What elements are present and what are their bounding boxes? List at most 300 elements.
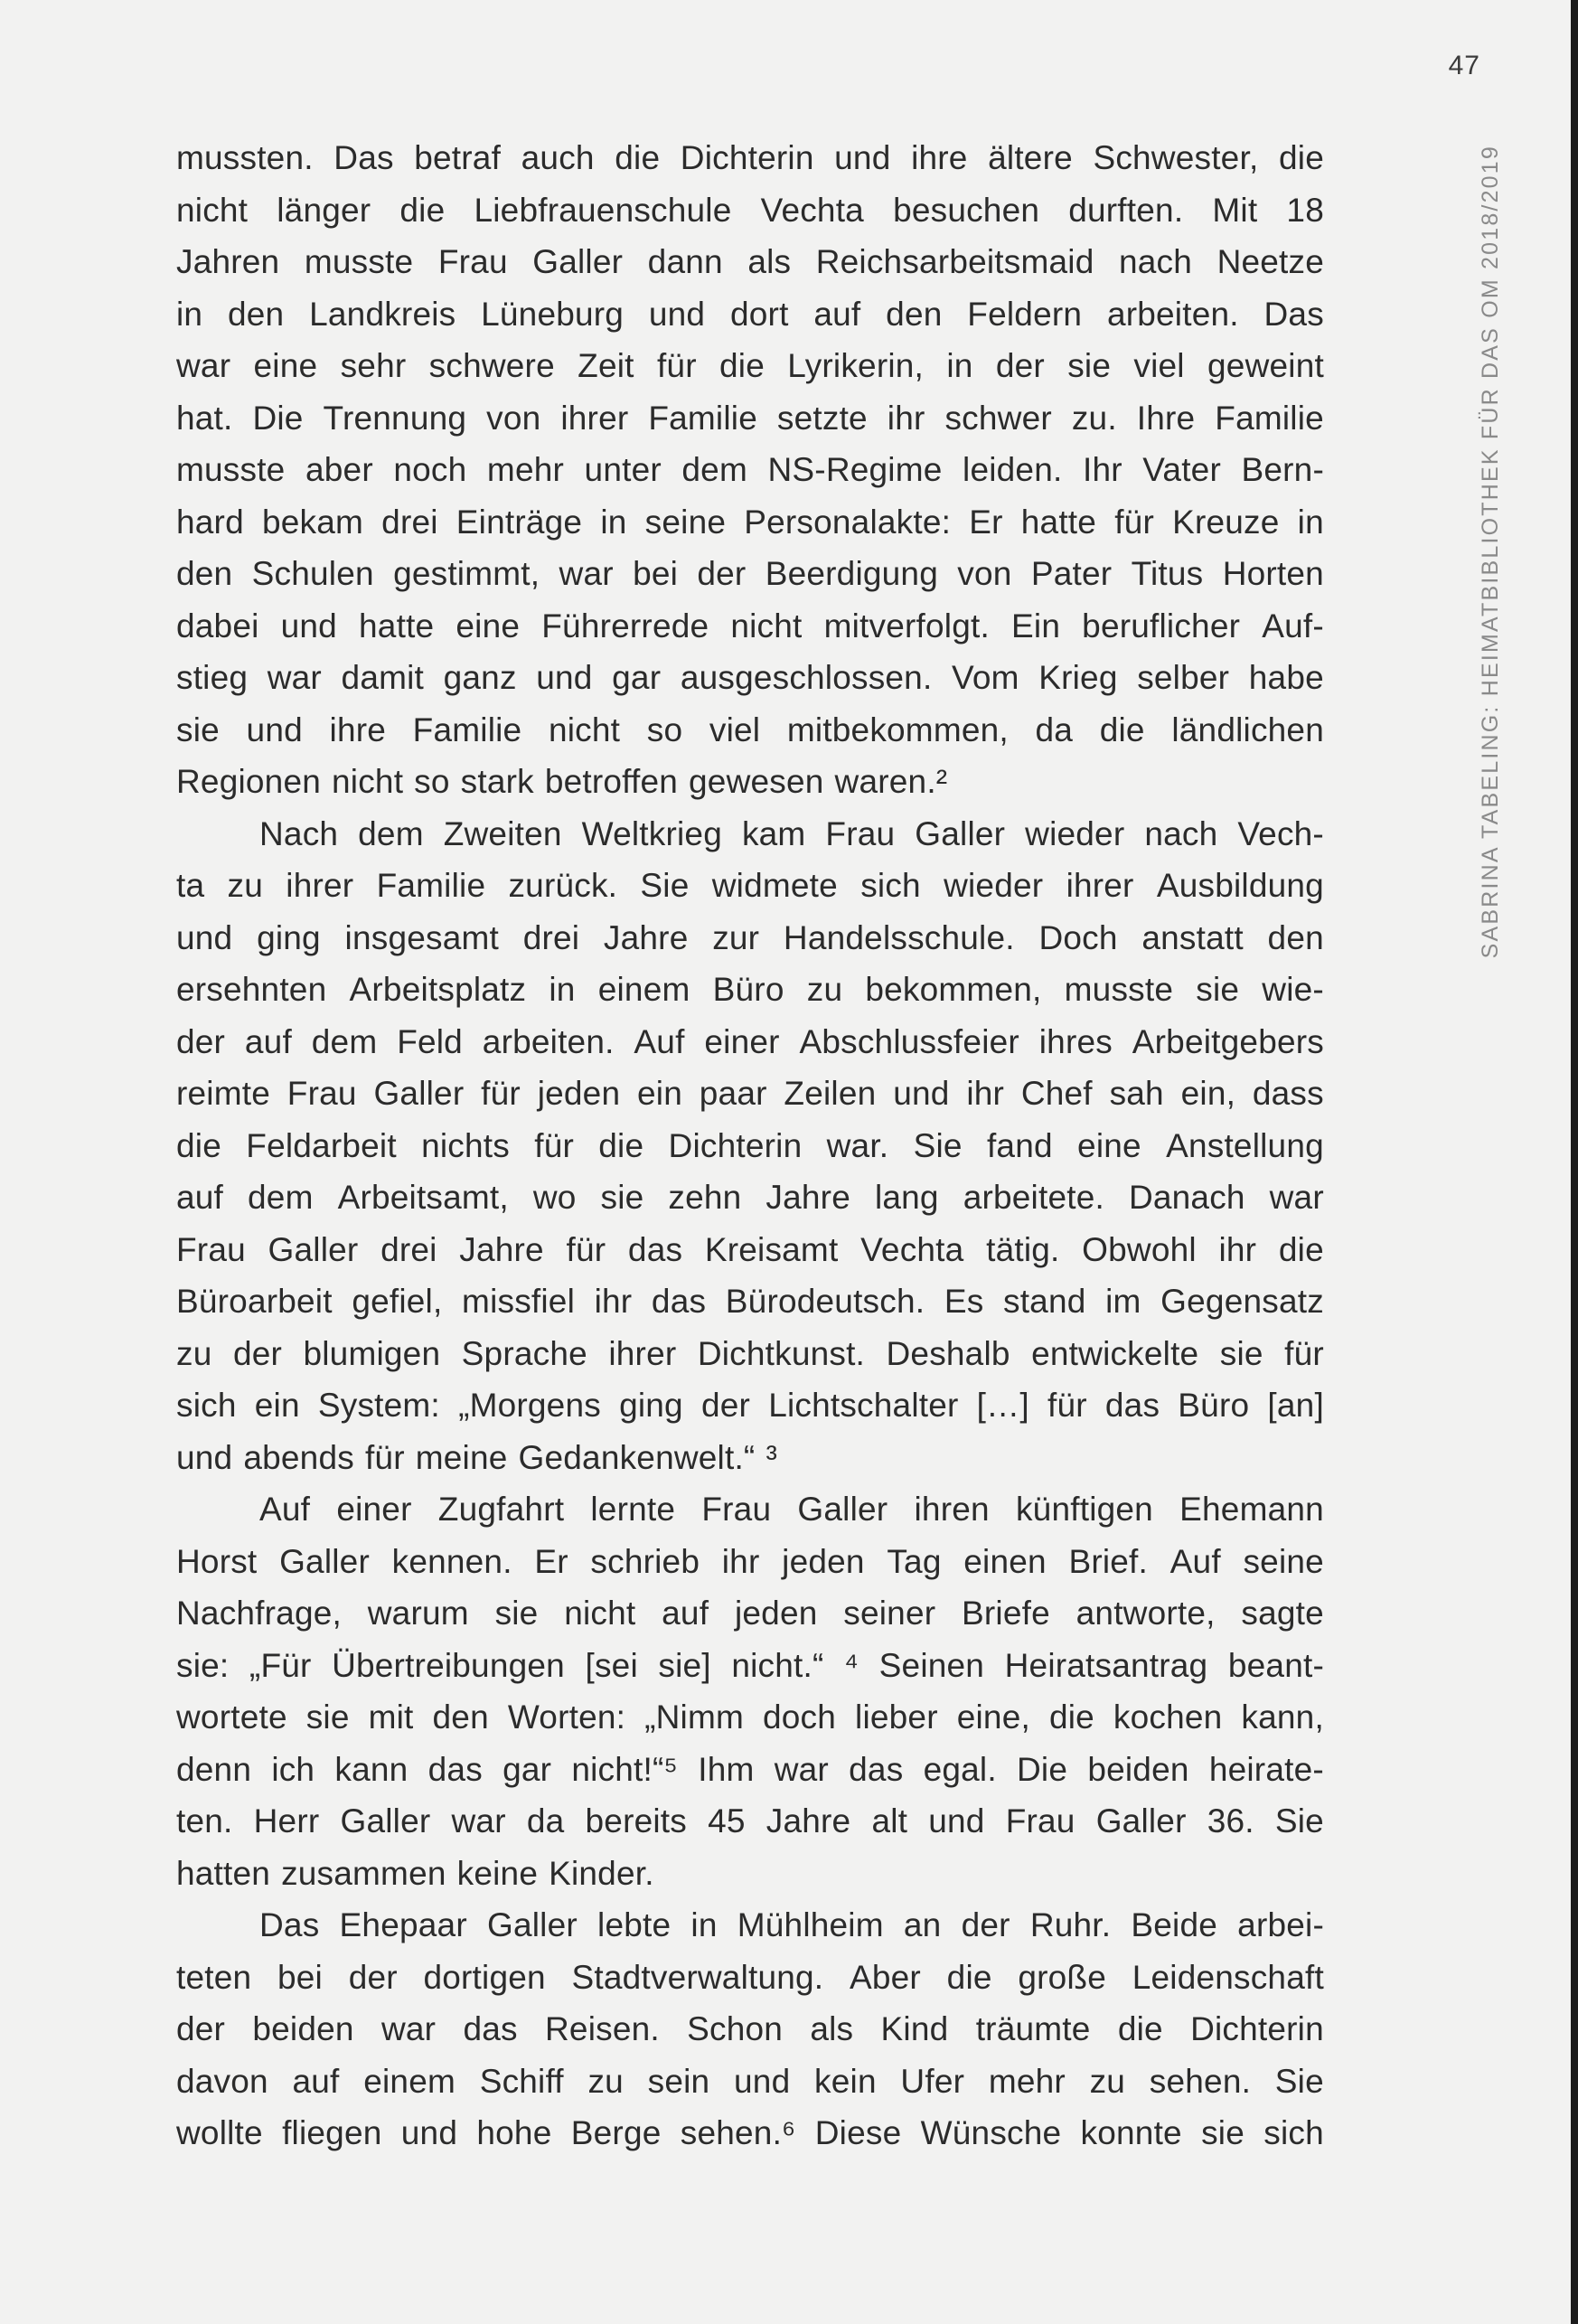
word: Regionen: [176, 763, 322, 800]
word: Frau: [176, 1230, 246, 1268]
word: Zeilen: [784, 1075, 877, 1112]
word: Büroarbeit: [176, 1283, 333, 1320]
word: fand: [986, 1126, 1053, 1164]
word: große: [1018, 1958, 1107, 1996]
word: Schwester,: [1093, 139, 1259, 176]
word: wieder: [944, 867, 1044, 904]
word: sein: [647, 2062, 710, 2100]
word: sie]: [658, 1646, 711, 1684]
word: gefiel,: [352, 1283, 443, 1320]
word: Ihr: [1082, 451, 1122, 488]
word: viel: [709, 710, 761, 748]
text-line: [176, 1016, 1324, 1068]
word: ihre: [329, 710, 387, 748]
word: und: [176, 918, 233, 956]
word: Galler: [268, 1230, 359, 1268]
word: jeden: [782, 1542, 865, 1580]
word: schrieb: [590, 1542, 700, 1580]
text-line: [176, 808, 1324, 861]
word: schwere: [428, 347, 555, 384]
word: war: [267, 659, 322, 696]
word: seine: [644, 503, 727, 541]
word: an: [903, 1906, 942, 1943]
word: Dichtkunst.: [697, 1334, 866, 1372]
word: selber: [1137, 659, 1230, 696]
word: doch: [763, 1698, 837, 1736]
word: ihr: [594, 1283, 633, 1320]
word: den: [432, 1698, 489, 1736]
word: beiden: [252, 2010, 354, 2047]
word: Galler: [486, 1906, 578, 1943]
word: sie: [176, 710, 220, 748]
word: Galler: [340, 1802, 431, 1839]
word: Nachfrage,: [176, 1595, 342, 1632]
text-line: [176, 964, 1324, 1016]
word: wieder: [1025, 814, 1125, 852]
text-line: [176, 1328, 1324, 1380]
word: sagte: [1241, 1595, 1324, 1632]
word: lebte: [597, 1906, 672, 1943]
word: Auf: [1169, 1542, 1221, 1580]
word: fliegen: [282, 2114, 382, 2151]
word: so: [646, 710, 683, 748]
word: ging: [619, 1387, 683, 1424]
word: sah: [1109, 1075, 1164, 1112]
word: als: [747, 243, 792, 280]
word: Diese: [814, 2114, 902, 2151]
word: lieber: [855, 1698, 938, 1736]
word: dort: [730, 295, 789, 333]
word: die: [598, 1126, 644, 1164]
word: bekommen,: [865, 971, 1042, 1008]
word: Jahren: [176, 243, 280, 280]
word: einem: [597, 971, 690, 1008]
word: Kind: [880, 2010, 949, 2047]
word: Feldern: [967, 295, 1083, 333]
word: „Nimm: [644, 1698, 745, 1736]
text-line: [176, 860, 1324, 912]
word: nicht: [332, 763, 404, 800]
word: bekam: [261, 503, 364, 541]
word: ganz: [443, 659, 517, 696]
word: mehr: [988, 2062, 1066, 2100]
word: mitbekommen,: [786, 710, 1009, 748]
word: künftigen: [1015, 1491, 1153, 1528]
word: auf: [662, 1595, 709, 1632]
word: setzte: [776, 399, 868, 437]
word: hatten: [176, 1854, 271, 1892]
word: hard: [176, 503, 244, 541]
text-line: [176, 1068, 1324, 1120]
word: aber: [305, 451, 373, 488]
word: für: [481, 1075, 521, 1112]
word: in: [176, 295, 203, 333]
text-line: [176, 132, 1324, 184]
word: musste: [304, 243, 414, 280]
word: einer: [704, 1022, 780, 1060]
word: lang: [874, 1179, 939, 1216]
word: Lichtschalter: [768, 1387, 959, 1424]
text-line: [176, 912, 1324, 964]
word: bereits: [585, 1802, 687, 1839]
word: noch: [393, 451, 467, 488]
word: Frau: [1005, 1802, 1075, 1839]
word: teten: [176, 1958, 252, 1996]
word: insgesamt: [344, 918, 499, 956]
text-line: [176, 2056, 1324, 2108]
word: die: [1048, 1698, 1094, 1736]
word: Ehepaar: [339, 1906, 467, 1943]
word: sich: [176, 1387, 237, 1424]
word: Galler: [915, 814, 1006, 852]
word: zusammen: [281, 1854, 446, 1892]
word: stark: [460, 763, 534, 800]
word: Jahre: [603, 918, 689, 956]
word: Frau: [701, 1491, 772, 1528]
word: durften.: [1068, 191, 1184, 229]
word: Gedankenwelt.“: [518, 1438, 756, 1476]
word: Beerdigung: [765, 555, 938, 592]
word: ihrer: [560, 399, 629, 437]
word: bei: [277, 1958, 323, 1996]
word: stieg: [176, 659, 249, 696]
word: Deshalb: [886, 1334, 1010, 1372]
word: Sprache: [461, 1334, 587, 1372]
word: ta: [176, 867, 205, 904]
word: Es: [944, 1283, 984, 1320]
word: mehr: [486, 451, 565, 488]
word: widmete: [711, 867, 838, 904]
word: dem: [248, 1179, 314, 1216]
word: im: [1105, 1283, 1141, 1320]
text-line: [176, 288, 1324, 341]
word: die: [615, 139, 661, 176]
word: Frau: [286, 1075, 357, 1112]
word: Heiratsantrag: [1004, 1646, 1208, 1684]
word: die: [399, 191, 446, 229]
word: Worten:: [507, 1698, 626, 1736]
word: egal.: [923, 1750, 997, 1788]
word: „Morgens: [458, 1387, 601, 1424]
word: Sie: [913, 1126, 963, 1164]
text-line: [176, 444, 1324, 496]
word: sehr: [340, 347, 407, 384]
word: Aber: [850, 1958, 921, 1996]
word: Horten: [1222, 555, 1324, 592]
word: und: [893, 1075, 950, 1112]
word: für: [1284, 1334, 1324, 1372]
word: Frau: [437, 243, 508, 280]
word: Obwohl: [1082, 1230, 1197, 1268]
word: Briefe: [962, 1595, 1050, 1632]
word: reimte: [176, 1075, 270, 1112]
word: dortigen: [423, 1958, 546, 1996]
word: arbeiten.: [482, 1022, 615, 1060]
word: geweint: [1207, 347, 1324, 384]
word: einem: [363, 2062, 456, 2100]
word: Pater: [1030, 555, 1113, 592]
word: da: [1035, 710, 1074, 748]
text-line: [176, 1379, 1324, 1432]
word: Auf: [634, 1022, 685, 1060]
word: Ruhr.: [1029, 1906, 1112, 1943]
word: Büro: [712, 971, 784, 1008]
word: zehn: [668, 1179, 742, 1216]
body-text: [176, 132, 1324, 2159]
text-line: [176, 1120, 1324, 1172]
word: das: [463, 2010, 518, 2047]
word: Frau: [825, 814, 896, 852]
word: entwickelte: [1031, 1334, 1199, 1372]
word: Ihre: [1136, 399, 1196, 437]
word: Ausbildung: [1156, 867, 1324, 904]
text-line: [176, 756, 1324, 808]
word: das: [627, 1230, 683, 1268]
word: Zeit: [578, 347, 634, 384]
word: Gegensatz: [1160, 1283, 1324, 1320]
word: für: [364, 1438, 405, 1476]
word: sie: [1196, 971, 1240, 1008]
word: alt: [871, 1802, 908, 1839]
word: Schiff: [479, 2062, 564, 2100]
word: missfiel: [462, 1283, 575, 1320]
word: und: [400, 2114, 458, 2151]
word: ihren: [914, 1491, 990, 1528]
word: Sie: [1274, 1802, 1324, 1839]
word: Personalakte:: [744, 503, 952, 541]
word: Wünsche: [920, 2114, 1062, 2151]
word: von: [957, 555, 1012, 592]
word: [sei: [585, 1646, 638, 1684]
word: Handelsschule.: [783, 918, 1015, 956]
text-line: [176, 1587, 1324, 1640]
word: einen: [963, 1542, 1047, 1580]
word: Mit: [1212, 191, 1258, 229]
word: und: [834, 139, 891, 176]
word: Jahre: [766, 1802, 851, 1839]
word: zur: [712, 918, 760, 956]
word: Zweiten: [443, 814, 562, 852]
word: Galler: [532, 243, 624, 280]
page-number: 47: [1448, 51, 1480, 80]
word: hatte: [1020, 503, 1097, 541]
word: Dichterin: [1190, 2010, 1324, 2047]
word: bei: [633, 555, 679, 592]
word: betraf: [414, 139, 502, 176]
word: sich: [860, 867, 921, 904]
word: die: [1099, 710, 1145, 748]
word: ihr: [966, 1075, 1005, 1112]
word: drei: [381, 503, 438, 541]
word: hohe: [476, 2114, 552, 2151]
word: für: [566, 1230, 606, 1268]
word: zu.: [1071, 399, 1117, 437]
text-line: [176, 1744, 1324, 1796]
word: ten.: [176, 1802, 233, 1839]
word: für: [1047, 1387, 1087, 1424]
word: sehen.⁶: [680, 2114, 796, 2151]
word: Auf-: [1262, 607, 1324, 645]
word: nach: [1119, 243, 1193, 280]
word: Das: [333, 139, 394, 176]
word: Dichterin: [680, 139, 814, 176]
word: dass: [1252, 1075, 1324, 1112]
word: konnte: [1080, 2114, 1182, 2151]
word: Vech-: [1237, 814, 1324, 852]
word: drei: [380, 1230, 437, 1268]
word: eine: [253, 347, 318, 384]
word: Kinder.: [549, 1854, 654, 1892]
word: musste: [1064, 971, 1174, 1008]
word: Die: [1017, 1750, 1068, 1788]
word: warum: [367, 1595, 469, 1632]
text-line: [176, 1952, 1324, 2004]
text-line: [176, 2003, 1324, 2056]
word: der: [348, 1958, 398, 1996]
word: lernte: [590, 1491, 676, 1528]
word: den: [886, 295, 943, 333]
word: die: [1279, 139, 1324, 176]
word: Liebfrauenschule: [474, 191, 732, 229]
word: Ehemann: [1179, 1491, 1324, 1528]
word: Lüneburg: [481, 295, 625, 333]
word: Anstellung: [1166, 1126, 1324, 1164]
text-line: [176, 340, 1324, 392]
word: und: [176, 1438, 233, 1476]
word: arbeiten.: [1106, 295, 1239, 333]
word: Feldarbeit: [246, 1126, 397, 1164]
word: Doch: [1038, 918, 1118, 956]
word: ihre: [911, 139, 968, 176]
word: in: [600, 503, 627, 541]
word: Ein: [1011, 607, 1061, 645]
word: ihrer: [1066, 867, 1134, 904]
word: nicht!“⁵: [571, 1750, 679, 1788]
word: dem: [681, 451, 747, 488]
word: ersehnten: [176, 971, 327, 1008]
word: für: [534, 1126, 574, 1164]
word: ein: [637, 1075, 682, 1112]
word: auch: [521, 139, 595, 176]
word: sehen.: [1149, 2062, 1252, 2100]
word: Jahre: [459, 1230, 544, 1268]
word: Sie: [640, 867, 690, 904]
word: Landkreis: [309, 295, 456, 333]
word: beiden: [1087, 1750, 1189, 1788]
word: war: [380, 2010, 437, 2047]
word: hatte: [359, 607, 435, 645]
word: kein: [814, 2062, 877, 2100]
text-line: [176, 392, 1324, 445]
word: denn: [176, 1750, 252, 1788]
word: anstatt: [1141, 918, 1244, 956]
word: kochen: [1113, 1698, 1223, 1736]
word: die: [1117, 2010, 1163, 2047]
word: arbeitete.: [963, 1179, 1104, 1216]
word: und: [734, 2062, 791, 2100]
word: in: [1297, 503, 1324, 541]
word: paar: [699, 1075, 767, 1112]
word: Chef: [1020, 1075, 1093, 1112]
word: der: [697, 555, 747, 592]
word: Das: [1263, 295, 1324, 333]
word: Brief.: [1068, 1542, 1149, 1580]
word: wortete: [176, 1698, 287, 1736]
word: Sie: [1274, 2062, 1324, 2100]
word: Galler: [373, 1075, 465, 1112]
word: war: [176, 347, 231, 384]
word: dem: [311, 1022, 378, 1060]
word: ihr: [887, 399, 925, 437]
word: auf: [244, 1022, 292, 1060]
word: Bern-: [1241, 451, 1324, 488]
running-header: SABRINA TABELING: HEIMATBIBLIOTHEK FÜR DAS OM 2018/2019: [1478, 145, 1503, 959]
word: […]: [976, 1387, 1029, 1424]
word: die: [719, 347, 765, 384]
word: jeden: [734, 1595, 818, 1632]
word: meine: [415, 1438, 508, 1476]
word: länger: [277, 191, 371, 229]
word: Krieg: [1038, 659, 1118, 696]
word: ³: [766, 1438, 777, 1476]
word: und: [536, 659, 593, 696]
word: ihr: [721, 1542, 760, 1580]
word: einer: [336, 1491, 412, 1528]
word: 36.: [1207, 1802, 1254, 1839]
word: Die: [252, 399, 304, 437]
word: ich: [271, 1750, 315, 1788]
word: sie: [305, 1698, 350, 1736]
word: in: [690, 1906, 718, 1943]
text-line: [176, 1848, 1324, 1900]
text-line: [176, 652, 1324, 704]
word: war: [1269, 1179, 1324, 1216]
text-line: [176, 1275, 1324, 1328]
word: Er: [969, 503, 1003, 541]
text-line: [176, 1795, 1324, 1848]
word: ging: [257, 918, 321, 956]
word: auf: [813, 295, 861, 333]
word: kennen.: [391, 1542, 512, 1580]
word: von: [486, 399, 541, 437]
word: sie: [494, 1595, 539, 1632]
word: Familie: [648, 399, 757, 437]
word: den: [1267, 918, 1324, 956]
word: Vechta: [760, 191, 864, 229]
word: der: [176, 1022, 226, 1060]
word: Zugfahrt: [437, 1491, 565, 1528]
word: Kreuze: [1172, 503, 1280, 541]
word: ausgeschlossen.: [680, 659, 933, 696]
text-line: [176, 1536, 1324, 1588]
word: antworte,: [1075, 1595, 1216, 1632]
word: Vechta: [860, 1230, 964, 1268]
word: dem: [358, 814, 424, 852]
word: das: [849, 1750, 904, 1788]
word: „Für: [249, 1646, 312, 1684]
word: und: [280, 607, 337, 645]
word: Arbeitsamt,: [337, 1179, 509, 1216]
text-line: [176, 600, 1324, 653]
word: wollte: [176, 2114, 263, 2151]
word: Familie: [1215, 399, 1324, 437]
word: eine,: [956, 1698, 1030, 1736]
text-line: [176, 704, 1324, 757]
word: keine: [456, 1854, 539, 1892]
word: den: [176, 555, 233, 592]
word: 45: [708, 1802, 746, 1839]
word: drei: [522, 918, 580, 956]
